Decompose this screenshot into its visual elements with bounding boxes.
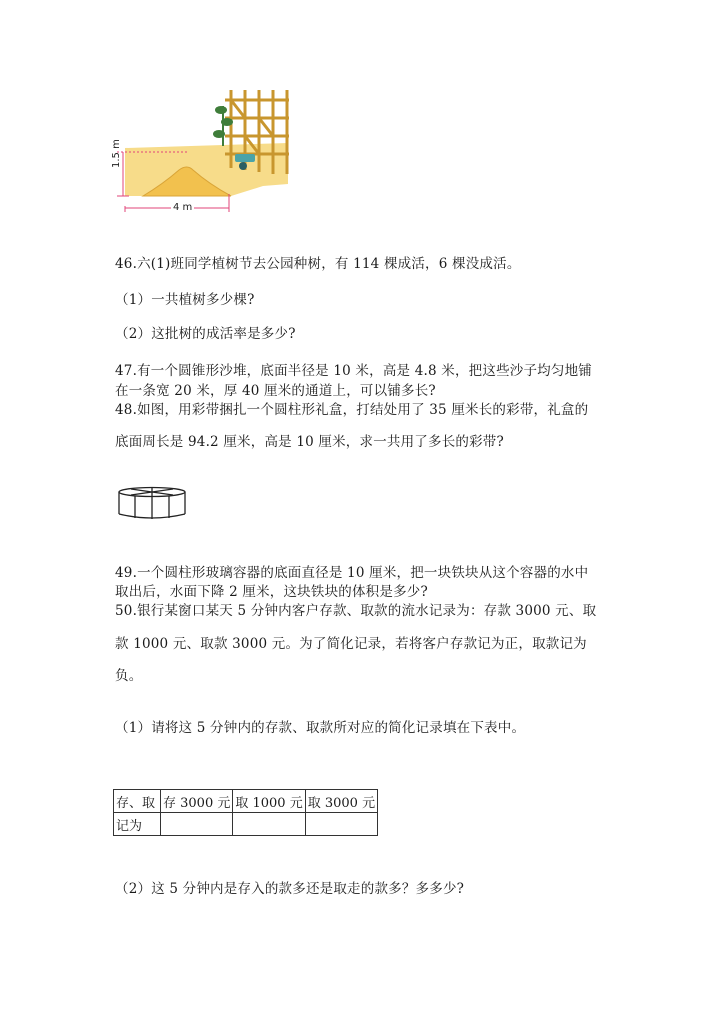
question-49-line-1: 49.一个圆柱形玻璃容器的底面直径是 10 厘米，把一块铁块从这个容器的水中 [115,565,589,581]
cylinder-gift-box [115,486,195,522]
height-label: 1.5 m [111,139,122,168]
table-cell-blank[interactable] [305,813,377,836]
table-cell: 取 3000 元 [305,790,377,813]
question-50-line-1: 50.银行某窗口某天 5 分钟内客户存款、取款的流水记录为：存款 3000 元、取 [115,603,597,619]
question-47-line-1: 47.有一个圆锥形沙堆，底面半径是 10 米，高是 4.8 米，把这些沙子均匀地铺 [115,363,592,379]
question-46-part-1: （1）一共植树多少棵? [115,292,255,308]
question-49-line-2: 取出后，水面下降 2 厘米，这块铁块的体积是多少? [115,584,428,600]
sand-pile-figure [113,88,293,218]
record-table [113,789,378,836]
table-row [114,790,378,813]
question-48-line-2: 底面周长是 94.2 厘米，高是 10 厘米，求一共用了多长的彩带? [115,434,504,450]
question-50-part-1: （1）请将这 5 分钟内的存款、取款所对应的简化记录填在下表中。 [115,720,526,736]
table-row [114,813,378,836]
question-50-part-2: （2）这 5 分钟内是存入的款多还是取走的款多？多多少? [115,881,465,897]
question-50-line-3: 负。 [115,668,143,684]
table-cell: 存、取 [114,790,161,813]
question-46: 46.六(1)班同学植树节去公园种树，有 114 棵成活，6 棵没成活。 [115,256,521,272]
table-cell: 记为 [114,813,161,836]
question-46-part-2: （2）这批树的成活率是多少? [115,326,296,342]
sand-pile-illustration [113,88,293,218]
width-label: 4 m [173,202,193,213]
table-cell: 存 3000 元 [161,790,233,813]
table-cell-blank[interactable] [161,813,233,836]
question-47-line-2: 在一条宽 20 米，厚 40 厘米的通道上，可以铺多长? [115,383,436,399]
table-cell-blank[interactable] [233,813,305,836]
table-cell: 取 1000 元 [233,790,305,813]
gift-box-figure [115,486,195,522]
question-48-line-1: 48.如图，用彩带捆扎一个圆柱形礼盒，打结处用了 35 厘米长的彩带，礼盒的 [115,402,589,418]
question-50-line-2: 款 1000 元、取款 3000 元。为了简化记录，若将客户存款记为正，取款记为 [115,636,587,652]
